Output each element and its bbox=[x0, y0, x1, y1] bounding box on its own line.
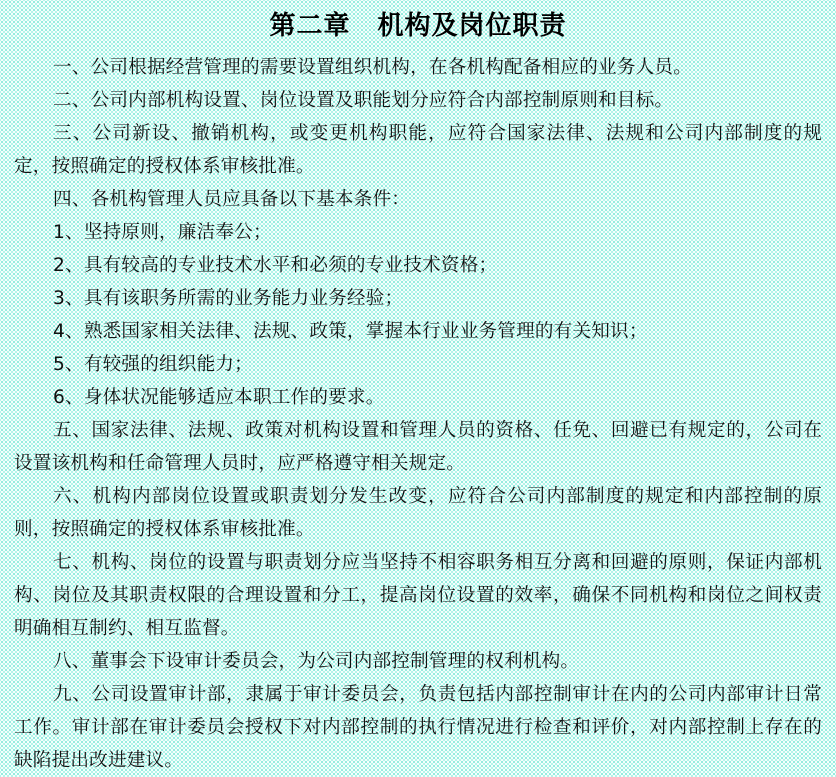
paragraph-2: 二、公司内部机构设置、岗位设置及职能划分应符合内部控制原则和目标。 bbox=[53, 90, 674, 111]
list-item-2: 2、具有较高的专业技术水平和必须的专业技术资格； bbox=[53, 255, 498, 276]
paragraph-9: 九、公司设置审计部，隶属于审计委员会，负责包括内部控制审计在内的公司内部审计日常工作。审计部在审计委员会授权下对内部控制的执行情况进行检查和评价，对内部控制上存在的缺陷提出改进建议。 bbox=[14, 684, 822, 771]
paragraph-8: 八、董事会下设审计委员会，为公司内部控制管理的权利机构。 bbox=[53, 651, 580, 672]
paragraph-1: 一、公司根据经营管理的需要设置组织机构，在各机构配备相应的业务人员。 bbox=[53, 57, 692, 78]
paragraph-3: 三、公司新设、撤销机构，或变更机构职能，应符合国家法律、法规和公司内部制度的规定，按照确定的授权体系审核批准。 bbox=[14, 123, 822, 177]
list-item-6: 6、身体状况能够适应本职工作的要求。 bbox=[53, 387, 385, 408]
paragraph-5: 五、国家法律、法规、政策对机构设置和管理人员的资格、任免、回避已有规定的，公司在设置该机构和任命管理人员时，应严格遵守相关规定。 bbox=[14, 420, 822, 474]
paragraph-6: 六、机构内部岗位设置或职责划分发生改变，应符合公司内部制度的规定和内部控制的原则，按照确定的授权体系审核批准。 bbox=[14, 486, 822, 540]
list-item-3: 3、具有该职务所需的业务能力业务经验； bbox=[53, 288, 404, 309]
list-item-1: 1、坚持原则，廉洁奉公； bbox=[53, 222, 272, 243]
list-item-5: 5、有较强的组织能力； bbox=[53, 354, 253, 375]
paragraph-4: 四、各机构管理人员应具备以下基本条件： bbox=[53, 189, 411, 210]
list-item-4: 4、熟悉国家相关法律、法规、政策，掌握本行业业务管理的有关知识； bbox=[53, 321, 648, 342]
paragraph-7: 七、机构、岗位的设置与职责划分应当坚持不相容职务相互分离和回避的原则，保证内部机构、岗位及其职责权限的合理设置和分工，提高岗位设置的效率，确保不同机构和岗位之间权责明确相互制约、相互监督。 bbox=[14, 552, 822, 639]
chapter-title: 第二章 机构及岗位职责 bbox=[269, 11, 567, 41]
